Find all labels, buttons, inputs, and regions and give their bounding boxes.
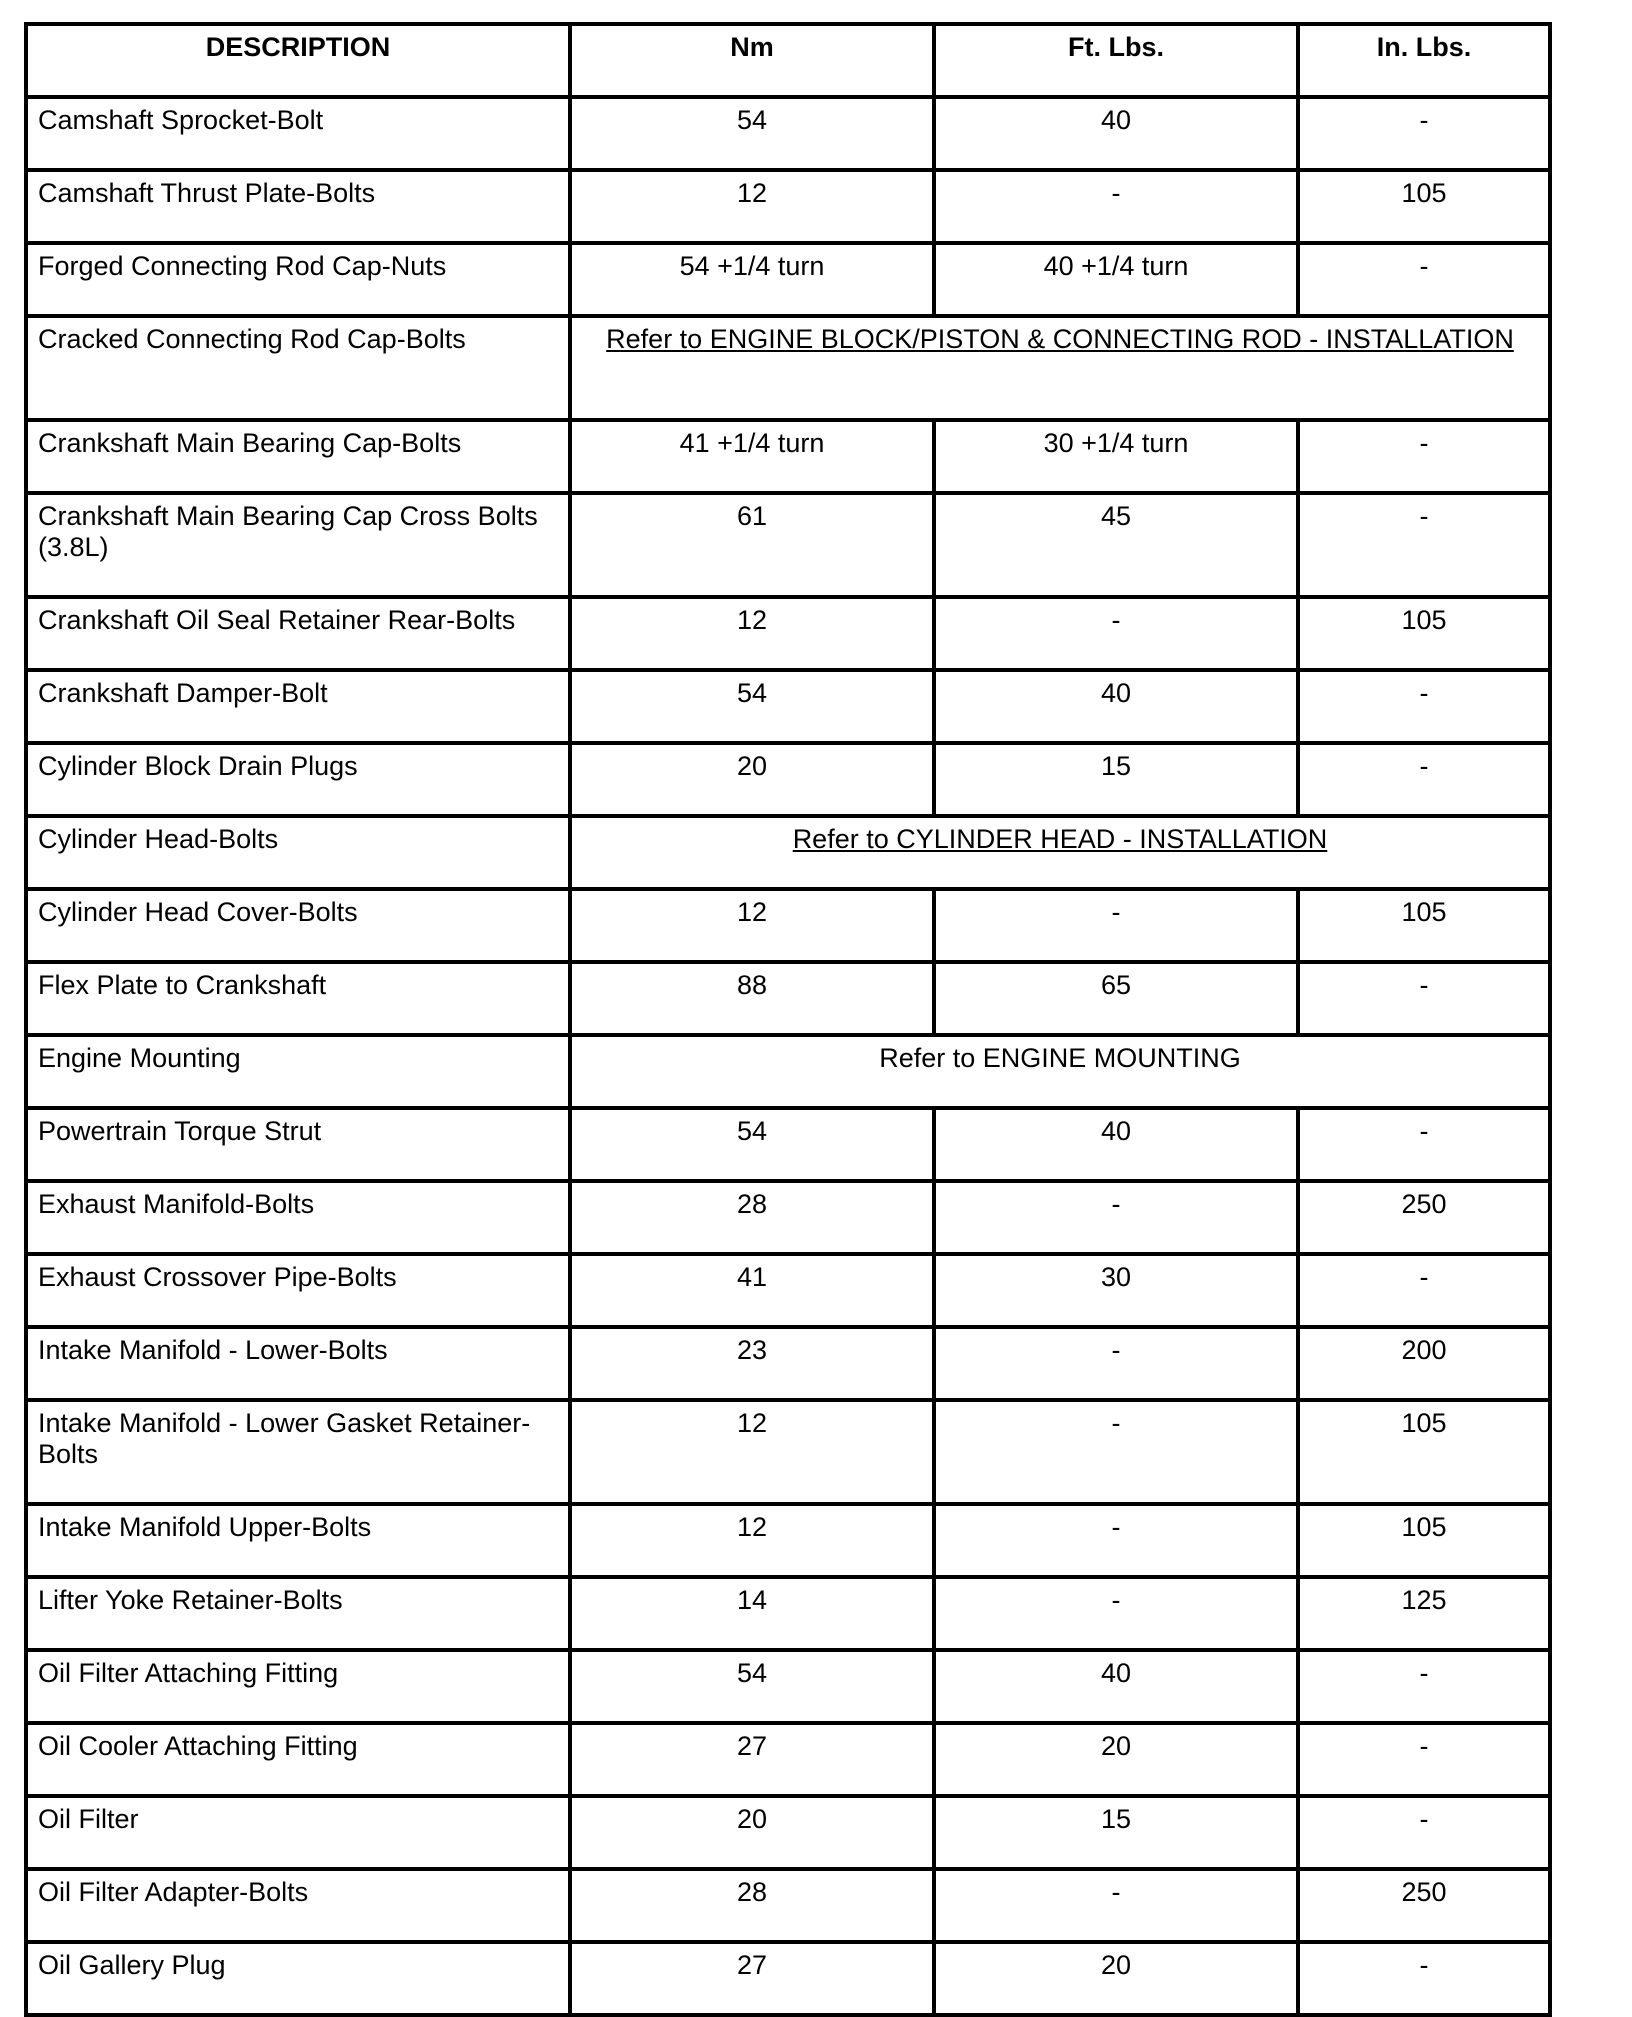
description-cell: Intake Manifold - Lower-Bolts <box>26 1327 570 1400</box>
nm-cell: 23 <box>570 1327 934 1400</box>
description-cell: Cracked Connecting Rod Cap-Bolts <box>26 316 570 420</box>
in-lbs-cell: - <box>1298 420 1550 493</box>
nm-cell: 14 <box>570 1577 934 1650</box>
reference-link[interactable]: Refer to ENGINE BLOCK/PISTON & CONNECTING ROD - INSTALLATION <box>570 316 1550 420</box>
description-cell: Crankshaft Damper-Bolt <box>26 670 570 743</box>
table-row <box>26 1650 1550 1723</box>
description-cell: Camshaft Sprocket-Bolt <box>26 97 570 170</box>
nm-cell: 61 <box>570 493 934 597</box>
table-row <box>26 243 1550 316</box>
description-cell: Cylinder Block Drain Plugs <box>26 743 570 816</box>
in-lbs-cell: - <box>1298 1108 1550 1181</box>
in-lbs-cell: - <box>1298 1254 1550 1327</box>
description-cell: Oil Gallery Plug <box>26 1942 570 2015</box>
in-lbs-cell: 125 <box>1298 1577 1550 1650</box>
nm-cell: 20 <box>570 1796 934 1869</box>
description-cell: Exhaust Crossover Pipe-Bolts <box>26 1254 570 1327</box>
table-row <box>26 1796 1550 1869</box>
ft-lbs-cell: - <box>934 1181 1298 1254</box>
table-row <box>26 1181 1550 1254</box>
ft-lbs-cell: 20 <box>934 1723 1298 1796</box>
table-row <box>26 1577 1550 1650</box>
table-row <box>26 597 1550 670</box>
description-cell: Oil Filter Adapter-Bolts <box>26 1869 570 1942</box>
ft-lbs-cell: - <box>934 170 1298 243</box>
nm-cell: 28 <box>570 1869 934 1942</box>
table-row <box>26 316 1550 420</box>
table-header-row <box>26 24 1550 97</box>
ft-lbs-cell: - <box>934 597 1298 670</box>
description-cell: Oil Cooler Attaching Fitting <box>26 1723 570 1796</box>
in-lbs-cell: - <box>1298 1942 1550 2015</box>
description-cell: Oil Filter <box>26 1796 570 1869</box>
table-row <box>26 170 1550 243</box>
description-cell: Forged Connecting Rod Cap-Nuts <box>26 243 570 316</box>
ft-lbs-cell: 65 <box>934 962 1298 1035</box>
in-lbs-cell: 200 <box>1298 1327 1550 1400</box>
table-row <box>26 1108 1550 1181</box>
description-cell: Oil Filter Attaching Fitting <box>26 1650 570 1723</box>
table-row <box>26 1723 1550 1796</box>
nm-cell: 28 <box>570 1181 934 1254</box>
ft-lbs-cell: 20 <box>934 1942 1298 2015</box>
description-cell: Exhaust Manifold-Bolts <box>26 1181 570 1254</box>
table-row <box>26 1942 1550 2015</box>
table-row <box>26 816 1550 889</box>
reference-text: Refer to ENGINE MOUNTING <box>570 1035 1550 1108</box>
in-lbs-cell: 105 <box>1298 1400 1550 1504</box>
table-row <box>26 1504 1550 1577</box>
nm-cell: 27 <box>570 1942 934 2015</box>
in-lbs-cell: 105 <box>1298 1504 1550 1577</box>
ft-lbs-cell: 15 <box>934 743 1298 816</box>
in-lbs-cell: 105 <box>1298 597 1550 670</box>
description-cell: Intake Manifold - Lower Gasket Retainer-Bolts <box>26 1400 570 1504</box>
nm-cell: 54 <box>570 97 934 170</box>
table-row <box>26 1035 1550 1108</box>
description-cell: Crankshaft Main Bearing Cap-Bolts <box>26 420 570 493</box>
in-lbs-cell: 250 <box>1298 1181 1550 1254</box>
nm-cell: 41 <box>570 1254 934 1327</box>
in-lbs-cell: - <box>1298 243 1550 316</box>
table-row <box>26 670 1550 743</box>
nm-cell: 12 <box>570 889 934 962</box>
description-cell: Engine Mounting <box>26 1035 570 1108</box>
ft-lbs-cell: 45 <box>934 493 1298 597</box>
in-lbs-cell: 250 <box>1298 1869 1550 1942</box>
description-cell: Cylinder Head-Bolts <box>26 816 570 889</box>
ft-lbs-cell: - <box>934 1577 1298 1650</box>
in-lbs-cell: - <box>1298 1796 1550 1869</box>
ft-lbs-cell: - <box>934 1869 1298 1942</box>
table-row <box>26 1327 1550 1400</box>
ft-lbs-cell: - <box>934 1400 1298 1504</box>
in-lbs-cell: - <box>1298 962 1550 1035</box>
description-cell: Crankshaft Main Bearing Cap Cross Bolts (3.8L) <box>26 493 570 597</box>
nm-cell: 12 <box>570 170 934 243</box>
in-lbs-cell: - <box>1298 1650 1550 1723</box>
table-row <box>26 1869 1550 1942</box>
ft-lbs-cell: - <box>934 1504 1298 1577</box>
ft-lbs-cell: 30 <box>934 1254 1298 1327</box>
table-row <box>26 1254 1550 1327</box>
in-lbs-cell: 105 <box>1298 889 1550 962</box>
nm-cell: 54 <box>570 1650 934 1723</box>
table-row <box>26 889 1550 962</box>
table-row <box>26 97 1550 170</box>
description-cell: Intake Manifold Upper-Bolts <box>26 1504 570 1577</box>
nm-cell: 54 <box>570 1108 934 1181</box>
ft-lbs-cell: 15 <box>934 1796 1298 1869</box>
table-row <box>26 1400 1550 1504</box>
nm-cell: 88 <box>570 962 934 1035</box>
ft-lbs-cell: 40 +1/4 turn <box>934 243 1298 316</box>
table-row <box>26 493 1550 597</box>
header-nm: Nm <box>570 24 934 97</box>
description-cell: Flex Plate to Crankshaft <box>26 962 570 1035</box>
ft-lbs-cell: 40 <box>934 97 1298 170</box>
nm-cell: 12 <box>570 1400 934 1504</box>
in-lbs-cell: - <box>1298 97 1550 170</box>
nm-cell: 54 +1/4 turn <box>570 243 934 316</box>
header-ft-lbs: Ft. Lbs. <box>934 24 1298 97</box>
nm-cell: 54 <box>570 670 934 743</box>
ft-lbs-cell: 40 <box>934 1650 1298 1723</box>
in-lbs-cell: - <box>1298 670 1550 743</box>
description-cell: Lifter Yoke Retainer-Bolts <box>26 1577 570 1650</box>
header-in-lbs: In. Lbs. <box>1298 24 1550 97</box>
in-lbs-cell: - <box>1298 1723 1550 1796</box>
description-cell: Camshaft Thrust Plate-Bolts <box>26 170 570 243</box>
table-row <box>26 962 1550 1035</box>
ft-lbs-cell: 40 <box>934 670 1298 743</box>
table-row <box>26 743 1550 816</box>
ft-lbs-cell: - <box>934 1327 1298 1400</box>
torque-specifications-table <box>24 22 1552 2017</box>
nm-cell: 41 +1/4 turn <box>570 420 934 493</box>
ft-lbs-cell: 30 +1/4 turn <box>934 420 1298 493</box>
nm-cell: 12 <box>570 1504 934 1577</box>
description-cell: Crankshaft Oil Seal Retainer Rear-Bolts <box>26 597 570 670</box>
header-description: DESCRIPTION <box>26 24 570 97</box>
ft-lbs-cell: - <box>934 889 1298 962</box>
description-cell: Cylinder Head Cover-Bolts <box>26 889 570 962</box>
table-row <box>26 420 1550 493</box>
in-lbs-cell: - <box>1298 743 1550 816</box>
reference-link[interactable]: Refer to CYLINDER HEAD - INSTALLATION <box>570 816 1550 889</box>
nm-cell: 27 <box>570 1723 934 1796</box>
description-cell: Powertrain Torque Strut <box>26 1108 570 1181</box>
in-lbs-cell: - <box>1298 493 1550 597</box>
ft-lbs-cell: 40 <box>934 1108 1298 1181</box>
in-lbs-cell: 105 <box>1298 170 1550 243</box>
nm-cell: 12 <box>570 597 934 670</box>
nm-cell: 20 <box>570 743 934 816</box>
